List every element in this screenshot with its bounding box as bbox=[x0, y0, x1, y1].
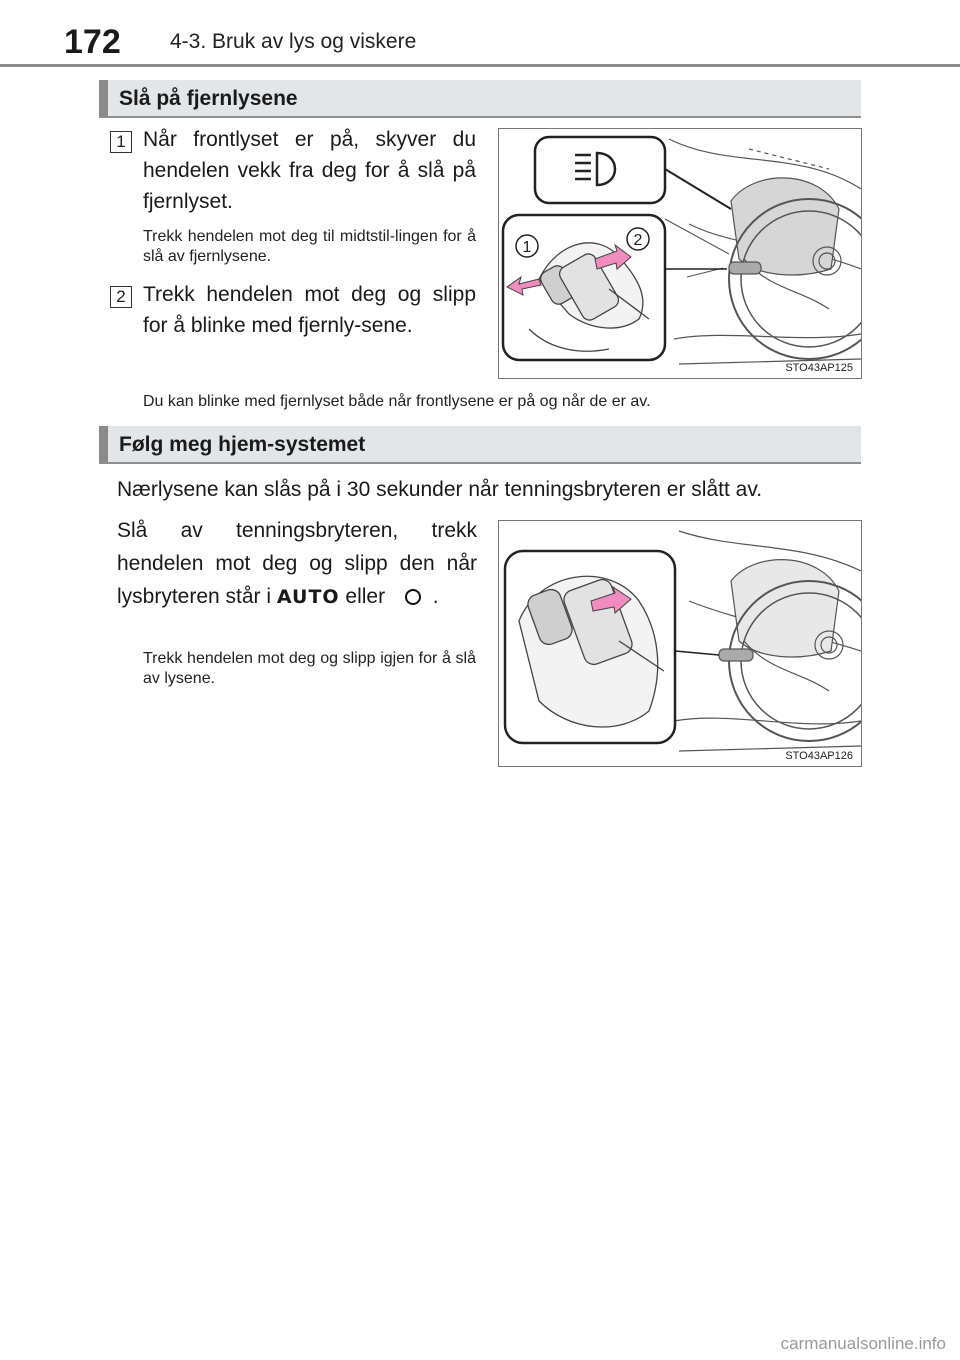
section-2-body-end: . bbox=[432, 585, 439, 608]
section-title-band bbox=[99, 80, 861, 118]
section-bar bbox=[99, 426, 108, 462]
figure-follow-me-home bbox=[498, 520, 862, 767]
figure-high-beam bbox=[498, 128, 862, 379]
step-1-text: Når frontlyset er på, skyver du hendelen vekk fra deg for å slå på fjernlyset. bbox=[143, 128, 476, 213]
step-number-1: 1 bbox=[110, 131, 132, 153]
section-2-body-or: eller bbox=[345, 585, 386, 608]
light-symbol-icon bbox=[405, 589, 421, 605]
section-2-intro: Nærlysene kan slås på i 30 sekunder når tenningsbryteren er slått av. bbox=[117, 478, 763, 501]
header-rule bbox=[0, 64, 960, 67]
section-2-body bbox=[117, 514, 477, 614]
figure-code: STO43AP126 bbox=[785, 750, 853, 762]
watermark: carmanualsonline.info bbox=[780, 1334, 946, 1353]
page-number: 172 bbox=[64, 23, 121, 61]
section-title: Slå på fjernlysene bbox=[119, 87, 298, 110]
section-header: 4-3. Bruk av lys og viskere bbox=[170, 30, 417, 53]
section-2-body-text: Slå av tenningsbryteren, trekk hendelen mot deg og slipp den når lysbryteren står i bbox=[117, 519, 477, 608]
step-number-2: 2 bbox=[110, 286, 132, 308]
step-2-text: Trekk hendelen mot deg og slipp for å blinke med fjernly-sene. bbox=[143, 283, 476, 337]
step-2-note: Du kan blinke med fjernlyset både når frontlysene er på og når de er av. bbox=[143, 393, 651, 410]
section-2-note: Trekk hendelen mot deg og slipp igjen for å slå av lysene. bbox=[143, 650, 476, 687]
section-title-band bbox=[99, 426, 861, 464]
section-bar bbox=[99, 80, 108, 116]
follow-me-home-illustration bbox=[499, 521, 862, 767]
step-1-note: Trekk hendelen mot deg til midtstil-lingen for å slå av fjernlysene. bbox=[143, 228, 476, 265]
section-title: Følg meg hjem-systemet bbox=[119, 433, 366, 456]
callout-2: 2 bbox=[633, 232, 643, 249]
callout-1: 1 bbox=[522, 239, 532, 256]
figure-code: STO43AP125 bbox=[785, 362, 853, 374]
high-beam-illustration bbox=[499, 129, 862, 379]
auto-symbol: AUTO bbox=[276, 586, 340, 608]
